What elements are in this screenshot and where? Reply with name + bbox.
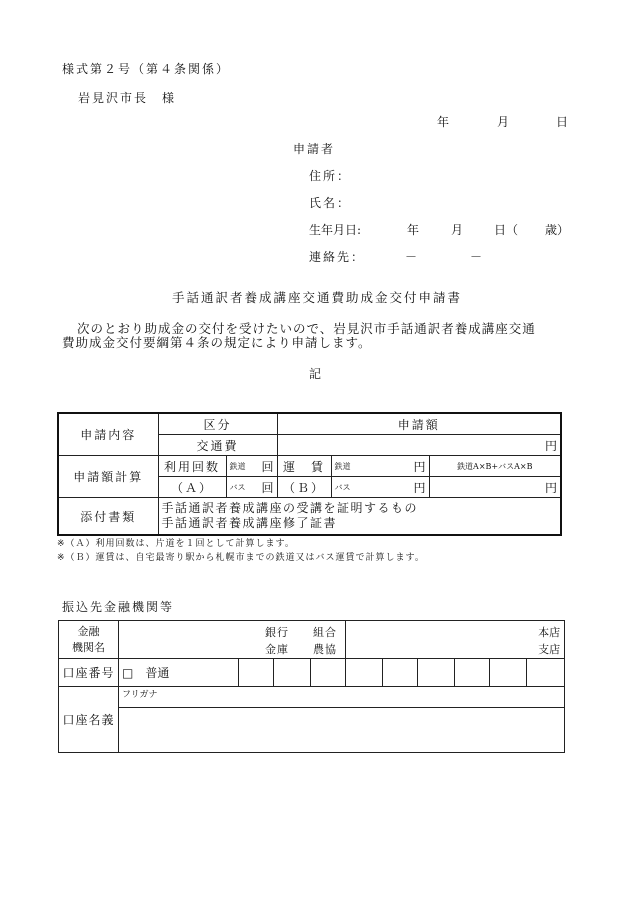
amount-yen: 円	[277, 435, 561, 456]
furigana-label: フリガナ	[122, 690, 158, 700]
account-type-cell	[119, 659, 239, 687]
branch-cell	[346, 621, 565, 659]
rail-fare-yen: 円	[413, 459, 426, 474]
application-table	[57, 412, 562, 536]
digit-cell[interactable]	[346, 659, 383, 687]
digit-cell[interactable]	[455, 659, 490, 687]
furigana-cell[interactable]	[119, 687, 565, 708]
date-year-label: 年	[437, 115, 450, 129]
digit-cell[interactable]	[311, 659, 346, 687]
formula-yen: 円	[429, 477, 561, 498]
formula-cell: 鉄道A×B+バスA×B	[429, 456, 561, 477]
name-label: 氏名：	[309, 196, 352, 210]
account-name-label: 口座名義	[59, 687, 119, 753]
account-number-label: 口座番号	[59, 659, 119, 687]
kubun-header: 区分	[158, 413, 277, 435]
contact-dash-2: －	[470, 250, 483, 264]
rail-fare-cell	[331, 456, 429, 477]
institution-label	[59, 621, 119, 659]
futsu-checkbox[interactable]: □	[122, 666, 134, 680]
digit-cell[interactable]	[383, 659, 418, 687]
calc-label: 申請額計算	[58, 456, 158, 498]
birth-month-label: 月	[451, 223, 464, 237]
branch-types	[538, 624, 560, 658]
fare-b-label: （Ｂ）	[277, 477, 331, 498]
body-line-1: 次のとおり助成金の交付を受けたいので、岩見沢市手話通訳者養成講座交通	[77, 321, 536, 336]
transport-cell: 交通費	[158, 435, 277, 456]
attach-item-2: 手話通訳者養成講座修了証書	[161, 516, 338, 530]
birth-label: 生年月日:	[309, 223, 362, 237]
amount-header: 申請額	[277, 413, 561, 435]
applicant-title: 申請者	[293, 142, 336, 156]
rail-label: 鉄道	[229, 461, 246, 471]
bank-table	[58, 620, 565, 753]
bank-heading: 振込先金融機関等	[62, 600, 175, 614]
honten-label: 本店	[538, 626, 561, 639]
bus-fare-label: バス	[334, 482, 351, 492]
account-name-cell[interactable]	[119, 708, 565, 753]
usage-count-label: 利用回数	[158, 456, 226, 477]
digit-cell[interactable]	[239, 659, 274, 687]
bus-fare-cell	[331, 477, 429, 498]
birth-year-label: 年	[407, 223, 420, 237]
note-1: ※（Ａ）利用回数は、片道を１回として計算します。	[57, 539, 295, 549]
kumiai-type: 組合	[313, 626, 338, 639]
digit-cell[interactable]	[418, 659, 455, 687]
shiten-label: 支店	[538, 643, 561, 656]
rail-count-cell	[226, 456, 277, 477]
bus-count-cell	[226, 477, 277, 498]
fare-label: 運 賃	[277, 456, 331, 477]
contact-dash-1: －	[405, 250, 418, 264]
attach-cell	[158, 498, 561, 536]
digit-cell[interactable]	[274, 659, 311, 687]
bus-kai: 回	[261, 480, 274, 495]
address-label: 住所：	[309, 169, 352, 183]
addressee: 岩見沢市長 様	[78, 91, 177, 105]
institution-label-2: 機関名	[72, 640, 105, 654]
bus-label: バス	[229, 482, 246, 492]
rail-kai: 回	[261, 459, 274, 474]
contact-label: 連絡先：	[309, 250, 366, 264]
nokyo-type: 農協	[313, 643, 338, 656]
bus-fare-yen: 円	[413, 480, 426, 495]
kinko-type: 金庫	[265, 643, 290, 656]
body-line-2: 費助成金交付要綱第４条の規定により申請します。	[62, 335, 372, 350]
bank-name-cell	[119, 621, 346, 659]
digit-cell[interactable]	[490, 659, 527, 687]
futsu-label: 普通	[145, 666, 170, 680]
document-title: 手話通訳者養成講座交通費助成金交付申請書	[172, 290, 463, 305]
rail-fare-label: 鉄道	[334, 461, 351, 471]
attach-item-1: 手話通訳者養成講座の受講を証明するもの	[161, 501, 419, 515]
institution-label-1: 金融	[77, 624, 100, 638]
birth-day-label: 日（	[494, 223, 519, 237]
attach-label: 添付書類	[58, 498, 158, 536]
ki-label: 記	[309, 367, 322, 381]
note-2: ※（Ｂ）運賃は、自宅最寄り駅から札幌市までの鉄道又はバス運賃で計算します。	[57, 553, 425, 563]
form-number: 様式第２号（第４条関係）	[62, 62, 231, 76]
institution-types	[265, 624, 337, 658]
date-month-label: 月	[497, 115, 510, 129]
usage-a-label: （Ａ）	[158, 477, 226, 498]
content-label: 申請内容	[58, 413, 158, 456]
date-day-label: 日	[556, 115, 569, 129]
birth-age-label: 歳）	[545, 223, 570, 237]
digit-cell[interactable]	[527, 659, 565, 687]
bank-type: 銀行	[265, 626, 290, 639]
